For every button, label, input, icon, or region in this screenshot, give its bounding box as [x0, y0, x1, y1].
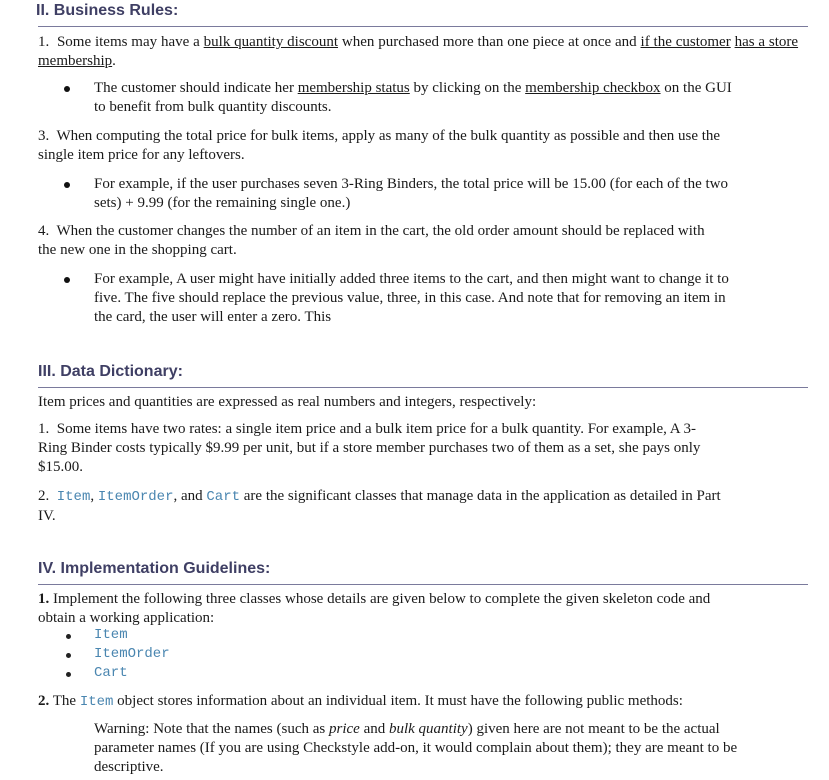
rule-1: 1. Some items may have a bulk quantity discount when purchased more than one piece at once and if the customer has a store membership. — [38, 34, 799, 69]
dictionary-item-1: 1. Some items have two rates: a single item price and a bulk item price for a bulk quantity. For example, A 3- Ring Binder costs typically $9.99 per unit, but if a store member purchases two of them as a set, she pays only $15.00. — [38, 421, 701, 475]
warning-note: Warning: Note that the names (such as price and bulk quantity) given here are not meant to be the actual parameter names (If you are using Checkstyle add-on, it would complain about them); they are meant to be descriptive. — [94, 721, 738, 775]
bullet-icon — [66, 672, 71, 677]
bullet-icon — [66, 653, 71, 658]
class-name-itemorder: ItemOrder — [97, 489, 174, 505]
section-heading-implementation-guidelines: IV. Implementation Guidelines: — [38, 560, 271, 577]
guideline-2: 2. The Item object stores information about an individual item. It must have the following public methods: — [38, 693, 683, 710]
class-name-item: Item — [79, 694, 114, 710]
rule-3: 3. When computing the total price for bulk items, apply as many of the bulk quantity as possible and then use the single item price for any leftovers. — [38, 128, 721, 163]
membership-checkbox-link[interactable]: membership checkbox — [525, 80, 661, 96]
bullet-icon — [64, 182, 70, 188]
bullet-icon — [64, 86, 70, 92]
bulk-quantity-discount-link[interactable]: bulk quantity discount — [203, 34, 339, 50]
membership-status-link[interactable]: membership status — [297, 80, 410, 96]
bullet-icon — [66, 634, 71, 639]
guideline-1: 1. Implement the following three classes whose details are given below to complete the given skeleton code and obtain a working application: — [38, 591, 711, 626]
bullet-icon — [64, 277, 70, 283]
rule-1-bullet: The customer should indicate her membership status by clicking on the membership checkbox on the GUI to benefit from bulk quantity discounts. — [94, 80, 732, 115]
section-divider — [38, 387, 808, 388]
rule-4-bullet: For example, A user might have initially added three items to the cart, and then might want to change it to five. The five should replace the previous value, three, in this case. And note that for removing an item in the card, the user will enter a zero. This — [94, 271, 729, 325]
dictionary-item-2: 2. Item, ItemOrder, and Cart are the significant classes that manage data in the application as detailed in Part IV. — [38, 488, 721, 524]
class-name-cart: Cart — [206, 489, 241, 505]
rule-4: 4. When the customer changes the number of an item in the cart, the old order amount should be replaced with the new one in the shopping cart. — [38, 223, 705, 258]
dictionary-intro: Item prices and quantities are expressed as real numbers and integers, respectively: — [38, 394, 537, 410]
class-list-item: Item — [94, 627, 128, 643]
class-name-item: Item — [56, 489, 91, 505]
class-list-item: Cart — [94, 665, 128, 681]
section-divider — [38, 584, 808, 585]
class-list-item: ItemOrder — [94, 646, 170, 662]
section-heading-business-rules: II. Business Rules: — [36, 2, 179, 19]
rule-3-bullet: For example, if the user purchases seven 3-Ring Binders, the total price will be 15.00 (for each of the two sets) + 9.99 (for the remaining single one.) — [94, 176, 728, 211]
section-heading-data-dictionary: III. Data Dictionary: — [38, 363, 183, 380]
section-divider — [38, 26, 808, 27]
